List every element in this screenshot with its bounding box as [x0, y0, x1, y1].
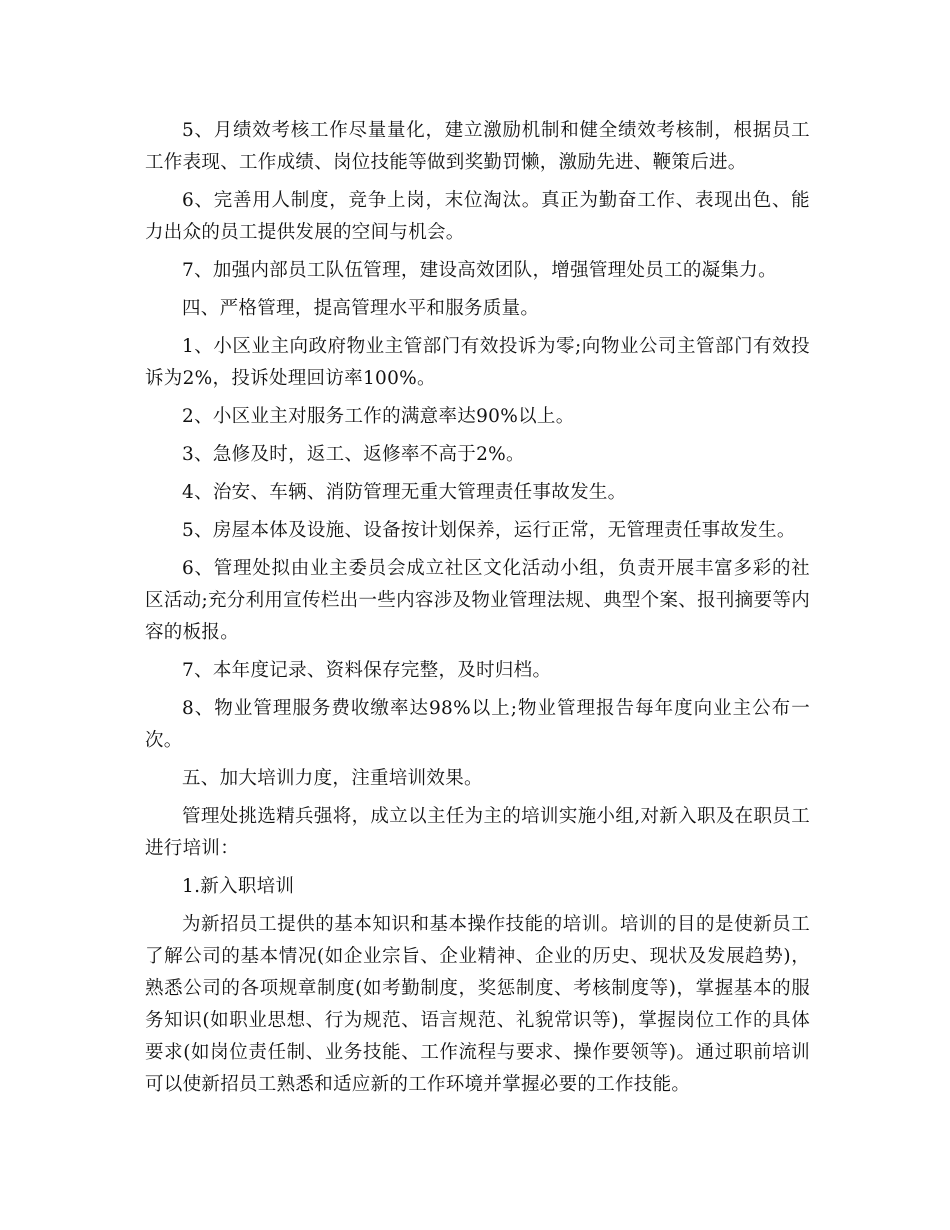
paragraph-3: 7、加强内部员工队伍管理，建设高效团队，增强管理处员工的凝集力。 [182, 260, 777, 281]
paragraph-12: 8、物业管理服务费收缴率达98%以上;物业管理报告每年度向业主公布一次。 [145, 698, 810, 751]
paragraph-5: 1、小区业主向政府物业主管部门有效投诉为零;向物业公司主管部门有效投诉为2%，投诉处理回访率100%。 [145, 336, 810, 389]
subheading-1: 1.新入职培训 [182, 876, 295, 897]
paragraph-16: 为新招员工提供的基本知识和基本操作技能的培训。培训的目的是使新员工了解公司的基本情况(如企业宗旨、企业精神、企业的历史、现状及发展趋势)，熟悉公司的各项规章制度(如考勤制度，奖惩制度、考核制度等)，掌握基本的服务知识(如职业思想、行为规范、语言规范、礼貌常识等)，掌握岗位工作的具体要求(如岗位责任制、业务技能、工作流程与要求、操作要领等)。通过职前培训可以使新招员工熟悉和适应新的工作环境并掌握必要的工作技能。 [145, 914, 810, 1095]
paragraph-1: 5、月绩效考核工作尽量量化，建立激励机制和健全绩效考核制，根据员工工作表现、工作成绩、岗位技能等做到奖勤罚懒，激励先进、鞭策后进。 [145, 120, 810, 173]
paragraph-14: 管理处挑选精兵强将，成立以主任为主的培训实施小组,对新入职及在职员工进行培训： [145, 806, 810, 859]
paragraph-6: 2、小区业主对服务工作的满意率达90%以上。 [182, 406, 575, 427]
paragraph-8: 4、治安、车辆、消防管理无重大管理责任事故发生。 [182, 482, 627, 503]
paragraph-7: 3、急修及时，返工、返修率不高于2%。 [182, 444, 525, 465]
paragraph-11: 7、本年度记录、资料保存完整，及时归档。 [182, 660, 552, 681]
section-heading-4: 四、严格管理，提高管理水平和服务质量。 [182, 298, 540, 319]
section-heading-5: 五、加大培训力度，注重培训效果。 [182, 768, 483, 789]
paragraph-10: 6、管理处拟由业主委员会成立社区文化活动小组，负责开展丰富多彩的社区活动;充分利用宣传栏出一些内容涉及物业管理法规、典型个案、报刊摘要等内容的板报。 [145, 558, 810, 643]
paragraph-2: 6、完善用人制度，竞争上岗，末位淘汰。真正为勤奋工作、表现出色、能力出众的员工提供发展的空间与机会。 [145, 190, 810, 243]
paragraph-9: 5、房屋本体及设施、设备按计划保养，运行正常，无管理责任事故发生。 [182, 520, 796, 541]
